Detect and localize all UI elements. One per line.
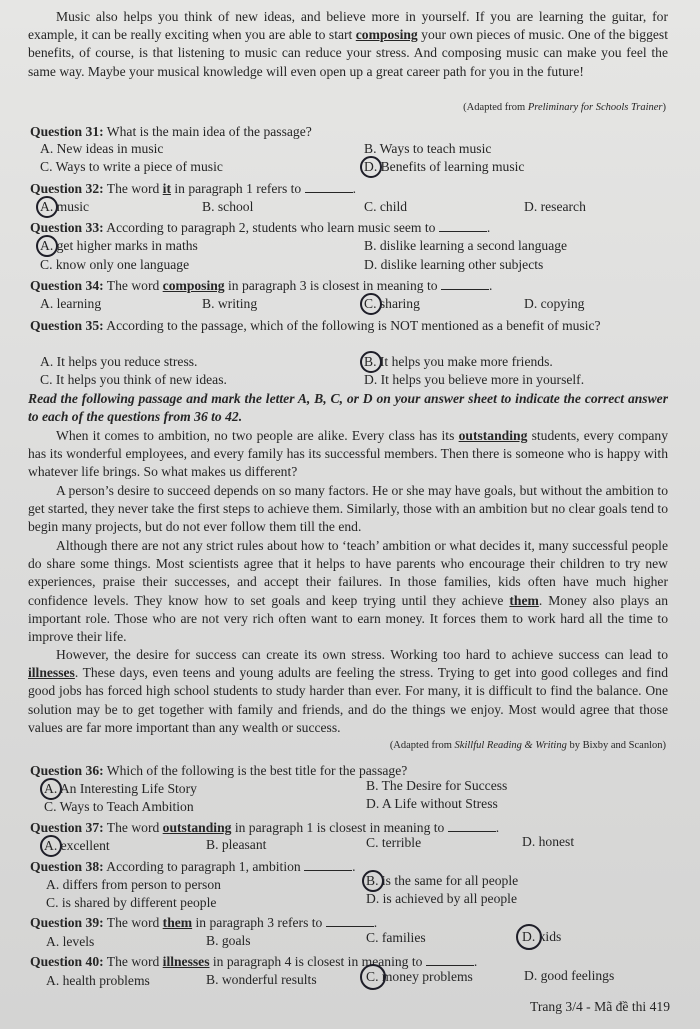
q32-option-c[interactable]: C. child (364, 199, 408, 214)
q38-option-b[interactable]: B. is the same for all people (366, 873, 519, 888)
answer-mark-circle (40, 778, 62, 800)
question-37: Question 37: The word outstanding in paragraph 1 is closest in meaning to . (30, 820, 500, 835)
q36-option-c[interactable]: C. Ways to Teach Ambition (44, 799, 194, 814)
intro-keyword: composing (355, 27, 418, 43)
answer-mark-circle (360, 351, 382, 373)
q31-option-c[interactable]: C. Ways to write a piece of music (40, 159, 223, 174)
q32-option-a[interactable]: A. music (40, 199, 90, 214)
source-note-2: (Adapted from Skillful Reading & Writing by Bixby and Scanlon) (389, 740, 666, 751)
q34-option-c[interactable]: C. sharing (364, 296, 420, 311)
q37-option-d[interactable]: D. honest (522, 834, 575, 849)
answer-mark-circle (360, 964, 386, 990)
q33-option-c[interactable]: C. know only one language (40, 257, 190, 272)
q33-option-d[interactable]: D. dislike learning other subjects (364, 257, 544, 272)
q37-option-c[interactable]: C. terrible (366, 835, 422, 850)
q38-option-c[interactable]: C. is shared by different people (46, 895, 217, 910)
q39-option-c[interactable]: C. families (366, 930, 426, 945)
answer-mark-circle (362, 870, 384, 892)
question-34: Question 34: The word composing in paragraph 3 is closest in meaning to . (30, 278, 493, 293)
q38-option-d[interactable]: D. is achieved by all people (366, 891, 517, 906)
answer-mark-circle (360, 156, 382, 178)
passage-paragraph-1: When it comes to ambition, no two people are alike. Every class has its outstanding students, every company has its wonderful employees, and every family has its successful members. Then there is someone who is happy with whatever life brings. So what makes us different? (28, 428, 669, 480)
question-32: Question 32: The word it in paragraph 1 refers to . (30, 181, 357, 196)
answer-mark-circle (360, 293, 382, 315)
question-39: Question 39: The word them in paragraph 3 refers to . (30, 915, 378, 930)
passage-paragraph-2: A person’s desire to succeed depends on so many factors. He or she may have goals, but without the ambition to get started, they never take the first steps to achieve them. Similarly, those with an ambition but no clear goals tend to begin many projects, but do not ever follow them till the end. (28, 483, 668, 535)
q34-option-b[interactable]: B. writing (202, 296, 258, 311)
q31-option-d[interactable]: D. Benefits of learning music (364, 159, 525, 174)
q35-option-d[interactable]: D. It helps you believe more in yourself. (364, 372, 585, 387)
q33-option-b[interactable]: B. dislike learning a second language (364, 238, 568, 253)
q40-option-a[interactable]: A. health problems (46, 973, 150, 988)
question-40: Question 40: The word illnesses in paragraph 4 is closest in meaning to . (30, 954, 478, 969)
q40-option-c[interactable]: C. money problems (366, 969, 473, 984)
q34-option-a[interactable]: A. learning (40, 296, 102, 311)
q35-option-c[interactable]: C. It helps you think of new ideas. (40, 372, 227, 387)
intro-paragraph (28, 8, 668, 81)
page-footer: Trang 3/4 - Mã đề thi 419 (530, 999, 670, 1014)
intro-text-1: Music also helps you think of new ideas, and believe more in yourself. If you are learning the guitar, for example, it can be really exciting when you are able to start (28, 9, 668, 43)
q40-option-d[interactable]: D. good feelings (524, 968, 615, 983)
q31-option-b[interactable]: B. Ways to teach music (364, 141, 492, 156)
q34-option-d[interactable]: D. copying (524, 296, 585, 311)
q39-option-d[interactable]: D. kids (522, 929, 562, 944)
q37-option-a[interactable]: A. excellent (44, 838, 110, 853)
instruction-text: Read the following passage and mark the letter A, B, C, or D on your answer sheet to indicate the correct answer to each of the questions from 36 to 42. (28, 391, 668, 424)
q39-option-b[interactable]: B. goals (206, 933, 251, 948)
q35-option-a[interactable]: A. It helps you reduce stress. (40, 354, 198, 369)
question-35: Question 35: According to the passage, which of the following is NOT mentioned as a benefit of music? (30, 318, 601, 333)
passage-paragraph-3: Although there are not any strict rules about how to ‘teach’ ambition or what decides it, many successful people do share some things. Most scientists agree that it helps to have parents who encourage their children to try new experiences, praise their successes, and accept their failures. In those families, kids often have much higher confidence levels. They know how to set goals and keep trying until they achieve them. Money also plays an important role. Those who are not very rich often want to earn money. It forces them to work hard all the time to improve their life. (28, 538, 668, 645)
q36-option-d[interactable]: D. A Life without Stress (366, 796, 498, 811)
q38-option-a[interactable]: A. differs from person to person (46, 877, 221, 892)
answer-mark-circle (36, 235, 58, 257)
answer-mark-circle (516, 924, 542, 950)
q31-option-a[interactable]: A. New ideas in music (40, 141, 164, 156)
question-31: Question 31: What is the main idea of the passage? (30, 124, 312, 139)
q35-option-b[interactable]: B. It helps you make more friends. (364, 354, 553, 369)
q39-option-a[interactable]: A. levels (46, 934, 95, 949)
q40-option-b[interactable]: B. wonderful results (206, 972, 317, 987)
q33-option-a[interactable]: A. get higher marks in maths (40, 238, 198, 253)
q32-option-d[interactable]: D. research (524, 199, 586, 214)
question-38: Question 38: According to paragraph 1, ambition . (30, 859, 356, 874)
answer-mark-circle (36, 196, 58, 218)
q36-option-b[interactable]: B. The Desire for Success (366, 778, 508, 793)
q36-option-a[interactable]: A. An Interesting Life Story (44, 781, 197, 796)
passage-paragraph-4: However, the desire for success can create its own stress. Working too hard to achieve success can lead to illnesses. These days, even teens and young adults are feeling the stress. Trying to get into good colleges and find good jobs has forced high school students to study harder than ever. For many, it is difficult to find the balance. One solution may be to get together with family and friends, and do the things we enjoy. Most would agree that those values are far more important than any wealth or success. (28, 647, 668, 735)
answer-mark-circle (40, 835, 62, 857)
source-note-1: (Adapted from Preliminary for Schools Trainer) (463, 102, 666, 113)
question-36: Question 36: Which of the following is the best title for the passage? (30, 763, 408, 778)
q37-option-b[interactable]: B. pleasant (206, 837, 267, 852)
q32-option-b[interactable]: B. school (202, 199, 254, 214)
intro-text-2: your own pieces of music. One of the biggest benefits, of course, is that listening to music can reduce your stress. And composing music can make you feel the same way. Maybe your musical knowledge will even open up a great career path for you in the future! (28, 27, 668, 79)
question-33: Question 33: According to paragraph 2, students who learn music seem to . (30, 220, 491, 235)
